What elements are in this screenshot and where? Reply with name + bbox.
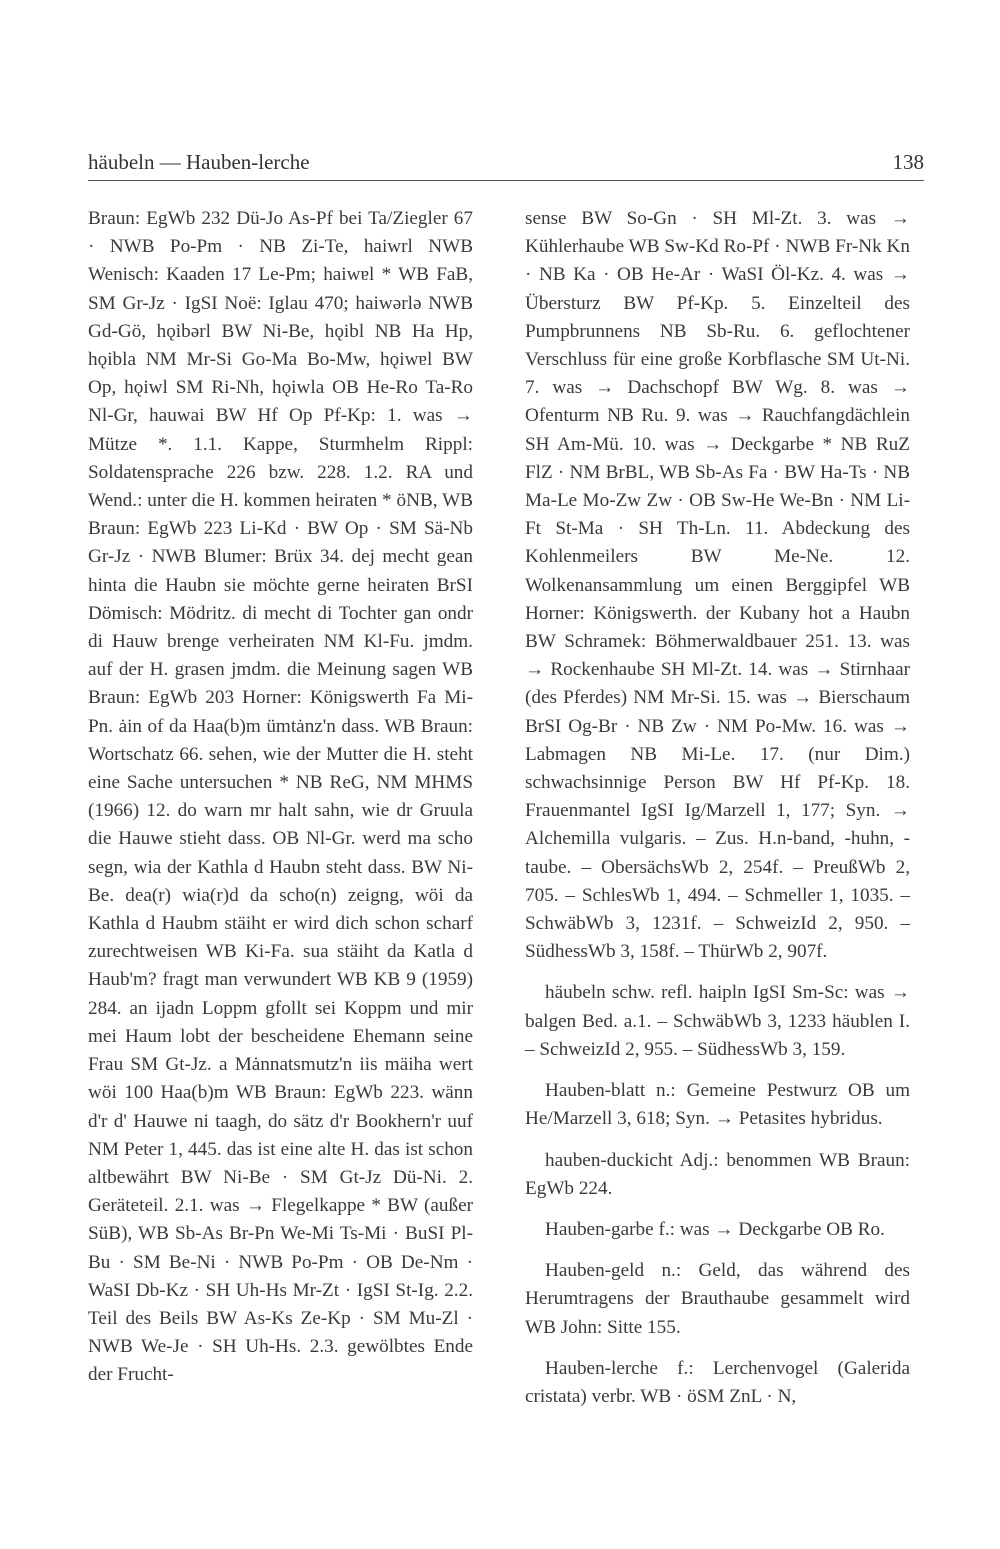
entry-hauben-blatt: Hauben-blatt n.: Gemeine Pestwurz OB um He/Marzell 3, 618; Syn. → Petasites hybridus. <box>525 1080 910 1130</box>
right-column <box>525 205 910 1411</box>
entry-haeubeln: häubeln schw. refl. haipln IgSI Sm-Sc: was → balgen Bed. a.1. – SchwäbWb 3, 1233 häublen I. – SchweizId 2, 955. – SüdhessWb 3, 159. <box>525 982 910 1060</box>
entry-hauben-geld: Hauben-geld n.: Geld, das während des Herumtragens der Brauthaube gesammelt wird WB John: Sitte 155. <box>525 1260 910 1338</box>
header-rule <box>88 180 924 181</box>
page-header <box>88 150 924 175</box>
left-column <box>88 205 473 1390</box>
entry-haube-continuation: sense BW So-Gn · SH Ml-Zt. 3. was → Kühlerhaube WB Sw-Kd Ro-Pf · NWB Fr-Nk Kn · NB Ka · OB He-Ar · WaSI Öl-Kz. 4. was → Übersturz BW Pf-Kp. 5. Einzelteil des Pumpbrunnens NB Sb-Ru. 6. geflochtener Verschluss für eine große Korbflasche SM Ut-Ni. 7. was → Dachschopf BW Wg. 8. was → Ofenturm NB Ru. 9. was → Rauchfangdächlein SH Am-Mü. 10. was → Deckgarbe * NB RuZ FlZ · NM BrBL, WB Sb-As Fa · BW Ha-Ts · NB Ma-Le Mo-Zw Zw · OB Sw-He We-Bn · NM Li-Ft St-Ma · SH Th-Ln. 11. Abdeckung des Kohlenmeilers BW Me-Ne. 12. Wolkenansammlung um einen Berggipfel WB Horner: Königswerth. der Kubany hot a Haubn BW Schramek: Böhmerwaldbauer 251. 13. was → Rockenhaube SH Ml-Zt. 14. was → Stirnhaar (des Pferdes) NM Mr-Si. 15. was → Bierschaum BrSI Og-Br · NB Zw · NM Po-Mw. 16. was → Labmagen NB Mi-Le. 17. (nur Dim.) schwachsinnige Person BW Hf Pf-Kp. 18. Frauenmantel IgSI Ig/Marzell 1, 177; Syn. → Alchemilla vulgaris. – Zus. H.n-band, -huhn, -taube. – ObersächsWb 2, 254f. – PreußWb 2, 705. – SchlesWb 1, 494. – Schmeller 1, 1035. – SchwäbWb 3, 1231f. – SchweizId 2, 950. – SüdhessWb 3, 158f. – ThürWb 2, 907f. <box>525 208 910 963</box>
running-title: häubeln — Hauben-lerche <box>88 150 310 174</box>
entry-hauben-lerche: Hauben-lerche f.: Lerchenvogel (Galerida cristata) verbr. WB · öSM ZnL · N, <box>525 1357 910 1407</box>
entry-haube-continuation: Braun: EgWb 232 Dü-Jo As-Pf bei Ta/Ziegler 67 · NWB Po-Pm · NB Zi-Te, haiwrl NWB Wenisch: Kaaden 17 Le-Pm; haiwɐl * WB FaB, SM Gr-Jz · IgSI Noë: Iglau 470; haiwərlə NWB Gd-Gö, hǫibərl BW Ni-Be, hǫibl NB Ha Hp, hǫibla NM Mr-Si Go-Ma Bo-Mw, hǫiwɐl BW Op, hǫiwl SM Ri-Nh, hǫiwla OB He-Ro Ta-Ro Nl-Gr, hauwai BW Hf Op Pf-Kp: 1. was → Mütze *. 1.1. Kappe, Sturmhelm Rippl: Soldatensprache 226 bzw. 228. 1.2. RA und Wend.: unter die H. kommen heiraten * öNB, WB Braun: EgWb 223 Li-Kd · BW Op · SM Sä-Nb Gr-Jz · NWB Blumer: Brüx 34. dej mecht gean hinta die Haubn sie möchte gerne heiraten BrSI Dömisch: Mödritz. di mecht di Tochter gan ondr di Hauw brenge verheiraten NM Kl-Fu. jmdm. auf der H. grasen jmdm. die Meinung sagen WB Braun: EgWb 203 Horner: Königswerth Fa Mi-Pn. ȧin of da Haa(b)m ümtȧnz'n dass. WB Braun: Wortschatz 66. sehen, wie der Mutter die H. steht eine Sache untersuchen * NB ReG, NM MHMS (1966) 12. do warn mr halt sahn, wie dr Gruula die Hauwe stieht dass. OB Nl-Gr. werd ma scho segn, wia der Kathla d Haubn steht dass. BW Ni-Be. dea(r) wia(r)d da scho(n) zeigng, wöi da Kathla d Haubm stäiht er wird dich schon scharf zurechtweisen WB Ki-Fa. sua stäiht da Katla d Haub'm? fragt man verwundert WB KB 9 (1959) 284. an ijadn Loppm gfollt sei Koppm und mir mei Haum lobt der bescheidene Ehemann seine Frau SM Gt-Jz. a Mȧnnatsmutz'n iis mäiha wert wöi 100 Haa(b)m WB Braun: EgWb 223. wänn d'r d' Hauwe ni taagh, do sätz d'r Bookhern'r uuf NM Peter 1, 445. das ist eine alte H. das ist schon altbewährt BW Ni-Be · SM Gt-Jz Dü-Ni. 2. Geräteteil. 2.1. was → Flegelkappe * BW (außer SüB), WB Sb-As Br-Pn We-Mi Ts-Mi · BuSI Pl-Bu · SM Be-Ni · NWB Po-Pm · OB De-Nm · WaSI Db-Kz · SH Uh-Hs Mr-Zt · IgSI St-Ig. 2.2. Teil des Beils BW As-Ks Ze-Kp · SM Mu-Zl · NWB We-Je · SH Uh-Hs. 2.3. gewölbtes Ende der Frucht- <box>88 208 473 1386</box>
page-number: 138 <box>892 150 924 174</box>
entry-hauben-garbe: Hauben-garbe f.: was → Deckgarbe OB Ro. <box>545 1218 885 1240</box>
entry-hauben-duckicht: hauben-duckicht Adj.: benommen WB Braun: EgWb 224. <box>525 1149 910 1199</box>
